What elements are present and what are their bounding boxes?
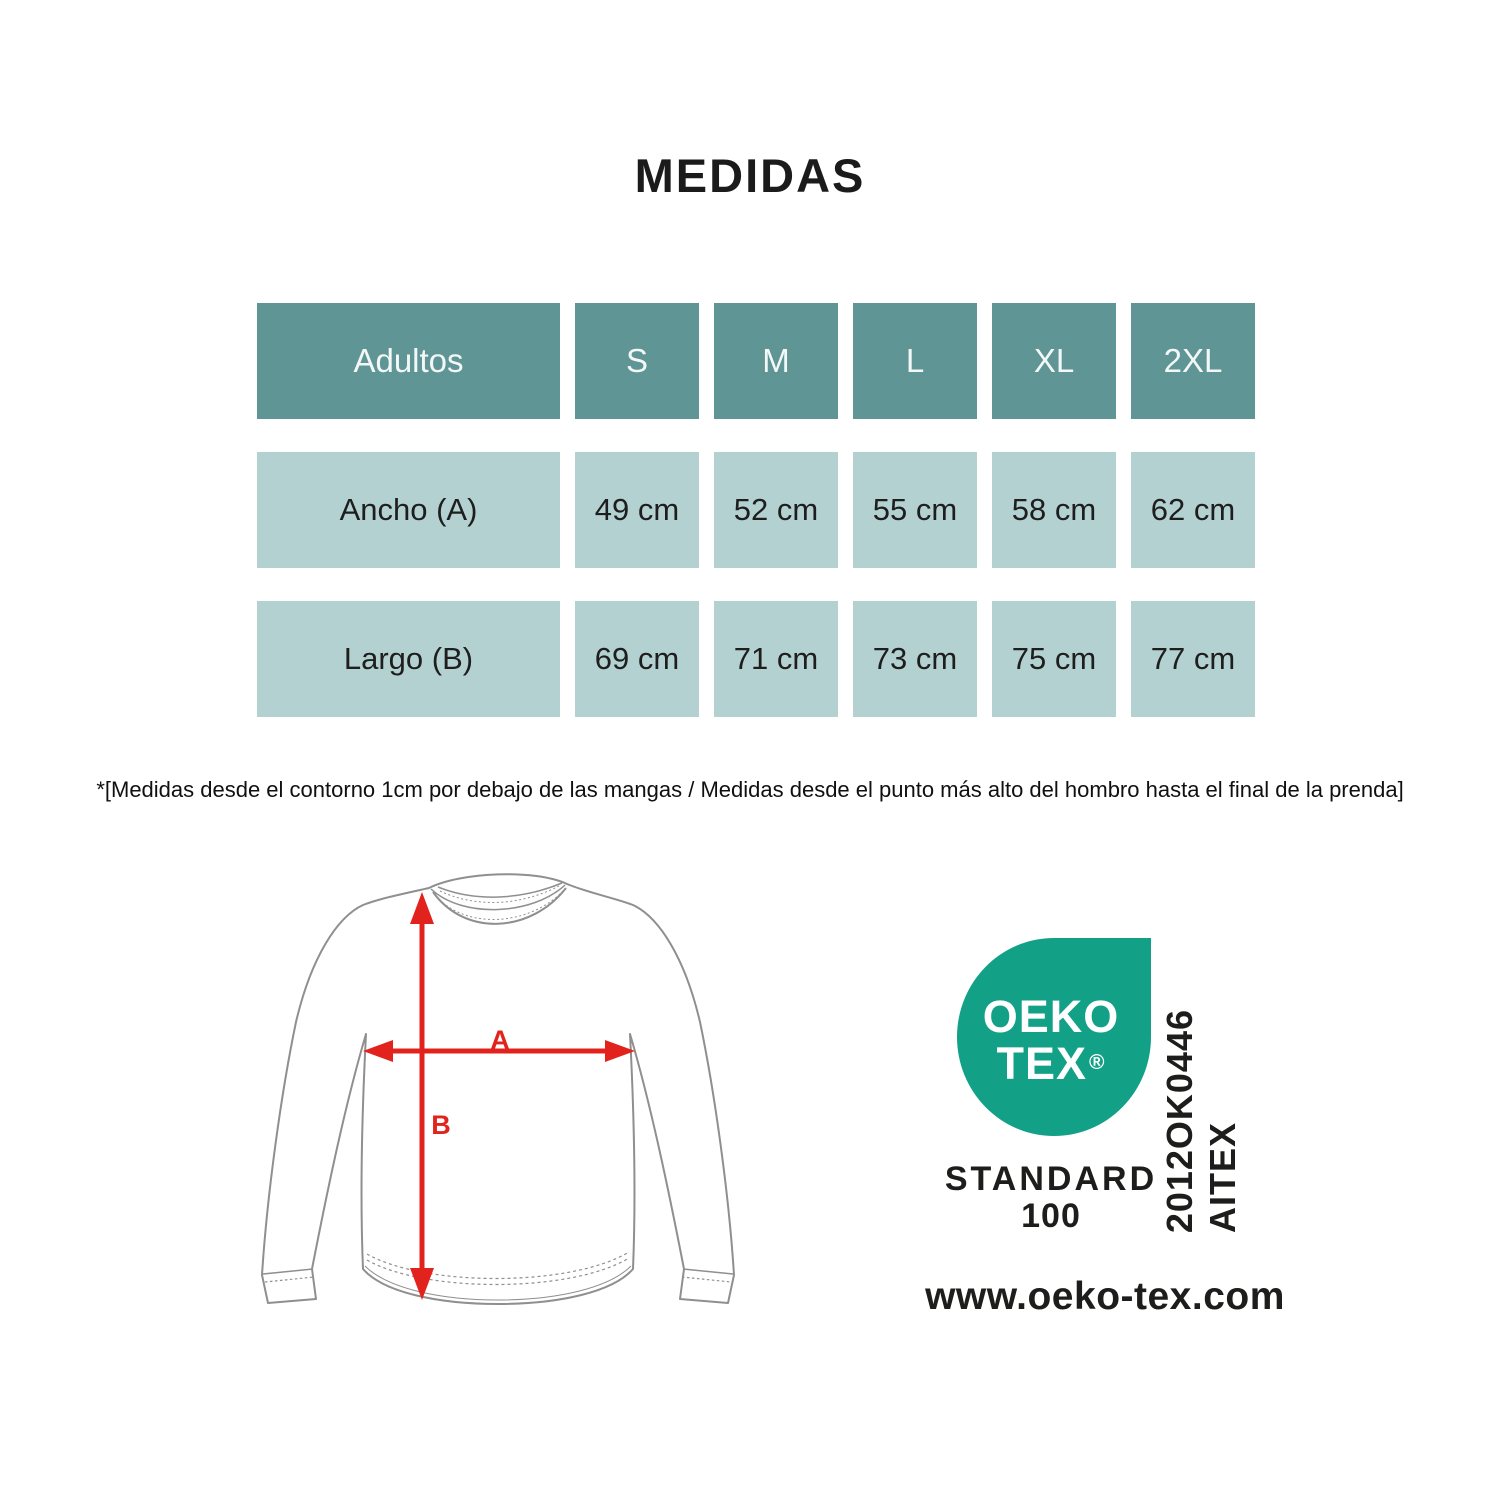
cell-largo-l: 73 cm [853, 601, 977, 717]
cell-largo-m: 71 cm [714, 601, 838, 717]
table-header-size-xl: XL [992, 303, 1116, 419]
table-header-size-m: M [714, 303, 838, 419]
width-label: A [490, 1025, 510, 1055]
cell-ancho-s: 49 cm [575, 452, 699, 568]
row-label-ancho: Ancho (A) [257, 452, 560, 568]
size-table [257, 303, 1255, 717]
standard-number: 100 [1021, 1196, 1081, 1235]
oeko-tex-logo [957, 938, 1151, 1136]
certificate-info [1159, 1008, 1243, 1233]
certificate-number: 2012OK0446 [1159, 1008, 1200, 1233]
page-title: MEDIDAS [634, 149, 866, 202]
oeko-tex-website: www.oeko-tex.com [925, 1275, 1285, 1318]
oeko-wordmark-line1: OEKO [982, 991, 1120, 1043]
oeko-wordmark-line2 [996, 1038, 1106, 1089]
length-label: B [431, 1110, 451, 1140]
standard-text: STANDARD [944, 1160, 1158, 1198]
cell-largo-s: 69 cm [575, 601, 699, 717]
measurement-footnote: *[Medidas desde el contorno 1cm por debajo de las mangas / Medidas desde el punto más alto del hombro hasta el final de la prenda] [96, 777, 1404, 802]
cell-largo-2xl: 77 cm [1131, 601, 1255, 717]
tex-text: TEX [996, 1038, 1088, 1089]
registered-trademark-icon: ® [1089, 1051, 1106, 1074]
tshirt-outline [262, 874, 734, 1304]
cell-largo-xl: 75 cm [992, 601, 1116, 717]
tshirt-diagram [235, 862, 760, 1342]
cell-ancho-xl: 58 cm [992, 452, 1116, 568]
table-header-size-l: L [853, 303, 977, 419]
table-header-group: Adultos [257, 303, 560, 419]
cell-ancho-2xl: 62 cm [1131, 452, 1255, 568]
row-label-largo: Largo (B) [257, 601, 560, 717]
institute-name: AITEX [1202, 1121, 1243, 1233]
standard-100-label [921, 1161, 1181, 1234]
cell-ancho-l: 55 cm [853, 452, 977, 568]
table-header-size-s: S [575, 303, 699, 419]
table-header-size-2xl: 2XL [1131, 303, 1255, 419]
cell-ancho-m: 52 cm [714, 452, 838, 568]
